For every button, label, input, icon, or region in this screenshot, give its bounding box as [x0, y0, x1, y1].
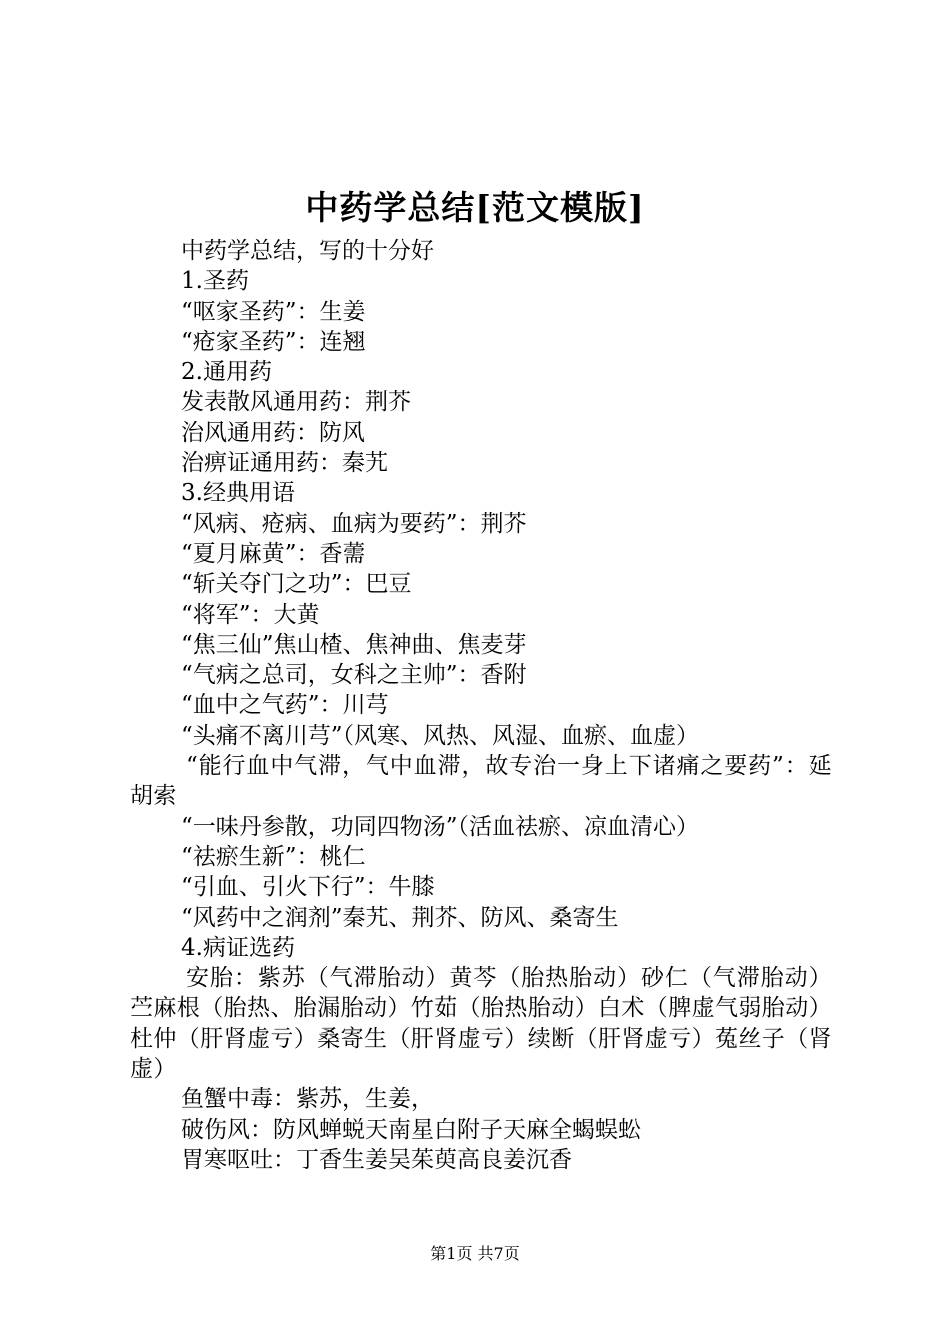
section-heading: 1.圣药 — [181, 268, 249, 295]
list-item: “头痛不离川芎”（风寒、风热、风湿、血瘀、血虚） — [181, 722, 700, 749]
list-item: 治风通用药：防风 — [181, 419, 365, 446]
list-item: “一味丹参散，功同四物汤”（活血祛瘀、凉血清心） — [181, 813, 700, 840]
list-item: “血中之气药”：川芎 — [181, 692, 389, 719]
list-item: “风病、疮病、血病为要药”：荆芥 — [181, 510, 527, 537]
list-item: “气病之总司，女科之主帅”：香附 — [181, 662, 527, 689]
page-footer: 第1页 共7页 — [430, 1244, 520, 1263]
list-item: “夏月麻黄”：香薷 — [181, 540, 366, 567]
list-item: “将军”：大黄 — [181, 601, 320, 628]
list-item: “引血、引火下行”：牛膝 — [181, 874, 435, 901]
list-item: 鱼蟹中毒：紫苏，生姜， — [181, 1086, 434, 1113]
list-item: 破伤风：防风蝉蜕天南星白附子天麻全蝎蜈蚣 — [181, 1116, 641, 1143]
paragraph: 安胎：紫苏（气滞胎动）黄芩（胎热胎动）砂仁（气滞胎动）苎麻根（胎热、胎漏胎动）竹茹（胎热胎动）白术（脾虚气弱胎动）杜仲（肝肾虚亏）桑寄生（肝肾虚亏）续断（肝肾虚亏）菟丝子（肾虚） — [130, 965, 832, 1083]
section-heading: 2.通用药 — [181, 359, 272, 386]
list-item: 治痹证通用药：秦艽 — [181, 450, 388, 477]
list-item: 发表散风通用药：荆芥 — [181, 389, 411, 416]
list-item: “疮家圣药”：连翘 — [181, 328, 366, 355]
list-item: “斩关夺门之功”：巴豆 — [181, 571, 412, 598]
list-item: “焦三仙”焦山楂、焦神曲、焦麦芽 — [181, 631, 527, 658]
section-heading: 3.经典用语 — [181, 480, 295, 507]
list-item: 胃寒呕吐：丁香生姜吴茱萸高良姜沉香 — [181, 1146, 572, 1173]
list-item: “呕家圣药”：生姜 — [181, 298, 366, 325]
list-item: “祛瘀生新”：桃仁 — [181, 843, 366, 870]
intro-line: 中药学总结，写的十分好 — [181, 238, 434, 264]
document-title: 中药学总结[范文模版] — [305, 188, 645, 227]
list-item: “风药中之润剂”秦艽、荆芥、防风、桑寄生 — [181, 904, 619, 931]
section-heading: 4.病证选药 — [181, 934, 295, 961]
document-body — [130, 236, 832, 1175]
paragraph: “能行血中气滞，气中血滞，故专治一身上下诸痛之要药”：延胡索 — [130, 753, 832, 810]
